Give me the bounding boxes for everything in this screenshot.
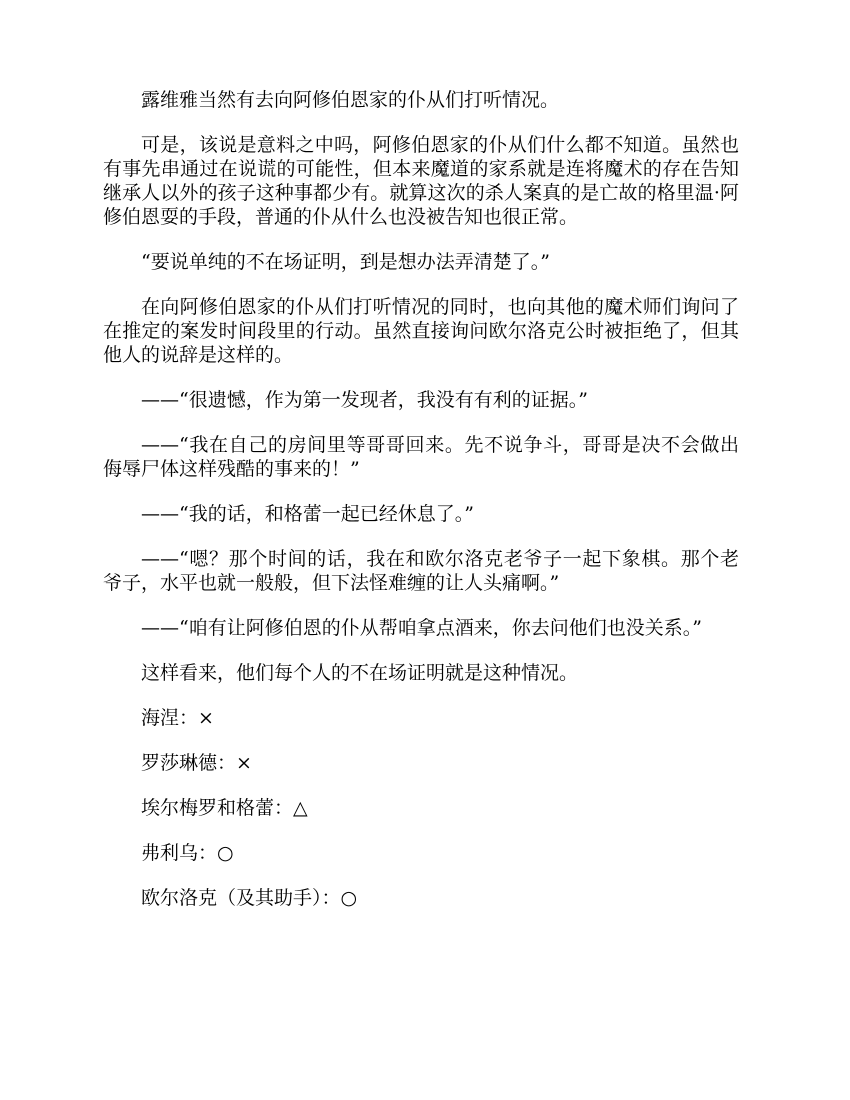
paragraph-9: ——“咱有让阿修伯恩的仆从帮咱拿点酒来，你去问他们也没关系。” [141, 617, 702, 639]
alibi-line-el-melloi-gray: 埃尔梅罗和格蕾：△ [141, 797, 308, 819]
document-body [103, 88, 739, 931]
alibi-line-orlock: 欧尔洛克（及其助手）：○ [141, 887, 358, 909]
alibi-line-heine: 海涅：× [141, 707, 214, 729]
paragraph-2: 可是，该说是意料之中吗，阿修伯恩家的仆从们什么都不知道。虽然也有事先串通过在说谎的可能性，但本来魔道的家系就是连将魔术的存在告知继承人以外的孩子这种事都少有。就算这次的杀人案真的是亡故的格里温·阿修伯恩耍的手段，普通的仆从什么也没被告知也很正常。 [103, 134, 739, 228]
alibi-line-flieu: 弗利乌：○ [141, 842, 234, 864]
paragraph-5: ——“很遗憾，作为第一发现者，我没有有利的证据。” [141, 389, 588, 411]
paragraph-8: ——“嗯？那个时间的话，我在和欧尔洛克老爷子一起下象棋。那个老爷子，水平也就一般般，但下法怪难缠的让人头痛啊。” [103, 548, 739, 594]
paragraph-3: “要说单纯的不在场证明，到是想办法弄清楚了。” [141, 251, 550, 273]
paragraph-10: 这样看来，他们每个人的不在场证明就是这种情况。 [141, 662, 579, 684]
paragraph-6: ——“我在自己的房间里等哥哥回来。先不说争斗，哥哥是决不会做出侮辱尸体这样残酷的事来的！” [103, 434, 739, 480]
paragraph-1: 露维雅当然有去向阿修伯恩家的仆从们打听情况。 [141, 89, 560, 111]
paragraph-7: ——“我的话，和格蕾一起已经休息了。” [141, 503, 474, 525]
alibi-line-rosalind: 罗莎琳德：× [141, 752, 252, 774]
paragraph-4: 在向阿修伯恩家的仆从们打听情况的同时，也向其他的魔术师们询问了在推定的案发时间段里的行动。虽然直接询问欧尔洛克公时被拒绝了，但其他人的说辞是这样的。 [103, 296, 739, 366]
